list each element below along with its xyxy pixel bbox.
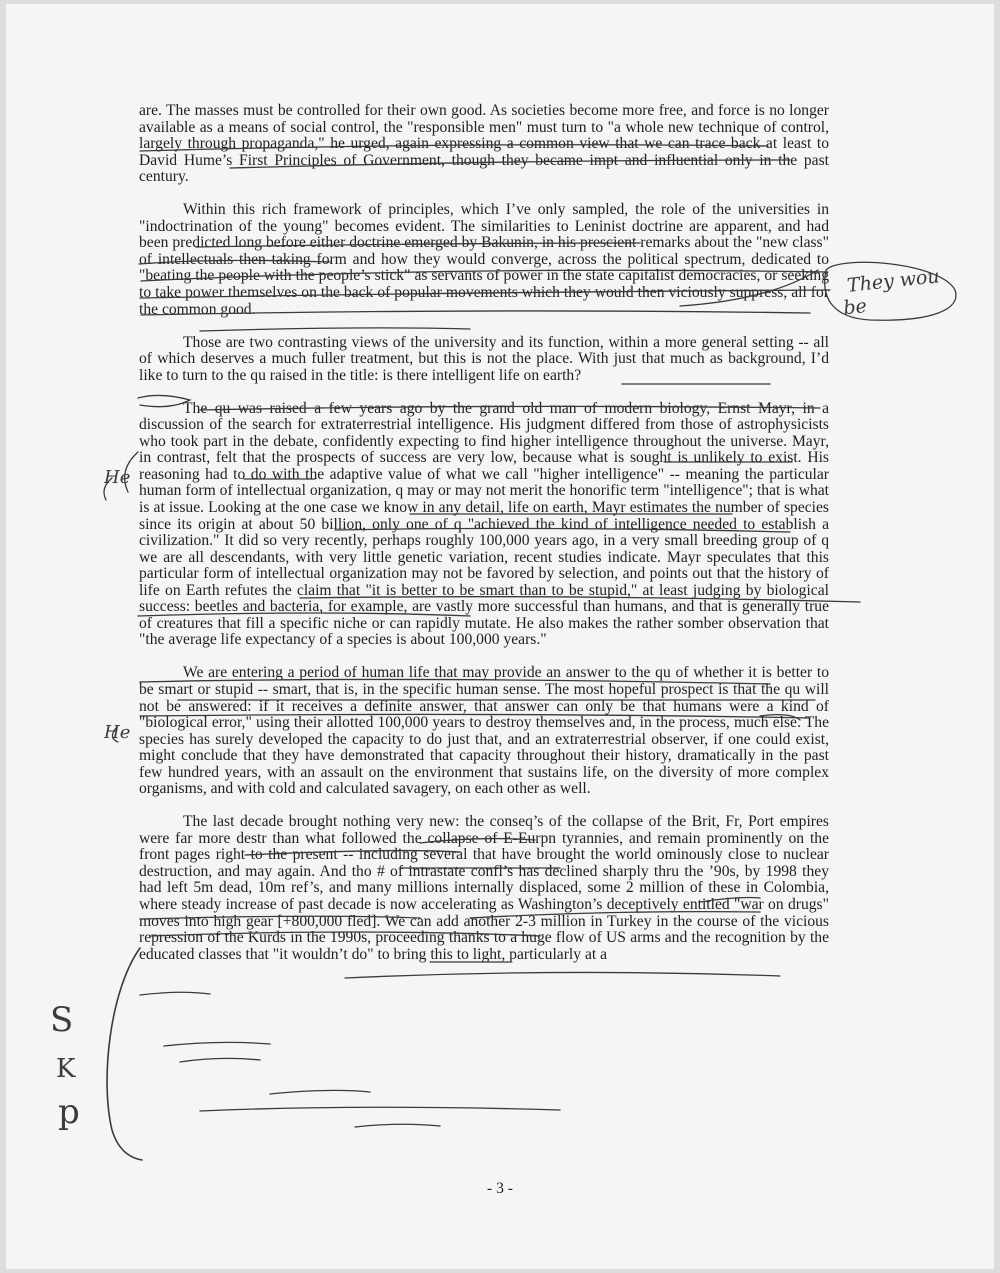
margin-note-they-would: They wou be: [842, 265, 941, 320]
margin-note-he-2: He: [104, 722, 131, 743]
margin-note-skip-p: p: [58, 1092, 80, 1132]
paragraph-2: Within this rich framework of principles, which I’ve only sampled, the role of the universities in "indoctrination of the young" becomes evident. The similarities to Leninist doctrine are apparent, and had been predicted long before either doctrine emerged by Bakunin, in his prescient remarks about the "new class" of intellectuals then taking form and how they would converge, across the political spectrum, dedicated to "beating the people with the people’s stick" as servants of power in the state capitalist democracies, or seeking to take power themselves on the back of popular movements which they would then viciously suppress, all for the common good.: [139, 201, 829, 318]
paragraph-5: We are entering a period of human life that may provide an answer to the qu of whether it is better to be smart or stupid -- smart, that is, in the specific human sense. The most hopeful prospect is that the qu will not be answered: if it receives a definite answer, that answer can only be that humans were a kind of "biological error," using their allotted 100,000 years to destroy themselves and, in the process, much else. The species has surely developed the capacity to do just that, and an extraterrestrial observer, if one could exist, might conclude that they have demonstrated that capacity throughout their history, dramatically in the past few hundred years, with an assault on the environment that sustains life, on the diversity of more complex organisms, and with cold and calculated savagery, on each other as well.: [139, 664, 829, 798]
margin-note-he-1: He: [104, 467, 131, 488]
paragraph-1: are. The masses must be controlled for their own good. As societies become more free, and force is no longer available as a means of social control, the "responsible men" must turn to "a whole new technique of control, largely through propaganda," he urged, again expressing a common view that we can trace back at least to David Hume’s First Principles of Government, though they became impt and influential only in the past century.: [139, 102, 829, 186]
page-number: - 3 -: [487, 1180, 513, 1197]
paragraph-3: Those are two contrasting views of the university and its function, within a more general setting -- all of which deserves a much fuller treatment, but this is not the place. With just that much as background, I’d like to turn to the qu raised in the title: is there intelligent life on earth?: [139, 333, 829, 384]
paragraph-4: The qu was raised a few years ago by the grand old man of modern biology, Ernst Mayr, in a discussion of the search for extraterrestrial intelligence. His judgment differed from those of astrophysicists who took part in the debate, confidently expecting to find higher intelligence throughout the universe. Mayr, in contrast, felt that the prospects of success are very low, because what is sought is unlikely to exist. His reasoning had to do with the adaptive value of what we call "higher intelligence" -- meaning the particular human form of intellectual organization, q may or may not merit the honorific term "intelligence"; that is what is at issue. Looking at the one case we know in any detail, life on earth, Mayr estimates the number of species since its origin at about 50 billion, only one of q "achieved the kind of intelligence needed to establish a civilization." It did so very recently, perhaps roughly 100,000 years ago, in a very small breeding group of q we are all descendants, with very little genetic variation, recent studies indicate. Mayr speculates that this particular form of intellectual organization may not be favored by selection, and points out that the history of life on Earth refutes the claim that "it is better to be smart than to be stupid," at least judging by biological success: beetles and bacteria, for example, are vastly more successful than humans, and that is generally true of creatures that fill a specific niche or can rapidly mutate. He also makes the rather somber observation that "the average life expectancy of a species is about 100,000 years.": [139, 399, 829, 649]
margin-note-skip-s: S: [50, 1000, 74, 1040]
document-body: [139, 103, 829, 980]
paragraph-6: The last decade brought nothing very new: the conseq’s of the collapse of the Brit, Fr, Port empires were far more destr than what followed the collapse of E-Eurpn tyrannies, and remain prominently on the front pages right to the present -- including several that have brought the world ominously close to nuclear destruction, and may again. And tho # of intrastate confl’s has declined sharply thru the ’90s, by 1998 they had left 5m dead, 10m ref’s, and many millions internally displaced, some 2 million of these in Colombia, where steady increase of past decade is now accelerating as Washington’s deceptively entitled "war on drugs" moves into high gear [+800,000 fled]. We can add another 2-3 million in Turkey in the course of the vicious repression of the Kurds in the 1990s, proceeding thanks to a huge flow of US arms and the recognition by the educated classes that "it wouldn’t do" to bring this to light, particularly at a: [139, 813, 829, 963]
margin-note-skip-k: K: [56, 1054, 76, 1084]
